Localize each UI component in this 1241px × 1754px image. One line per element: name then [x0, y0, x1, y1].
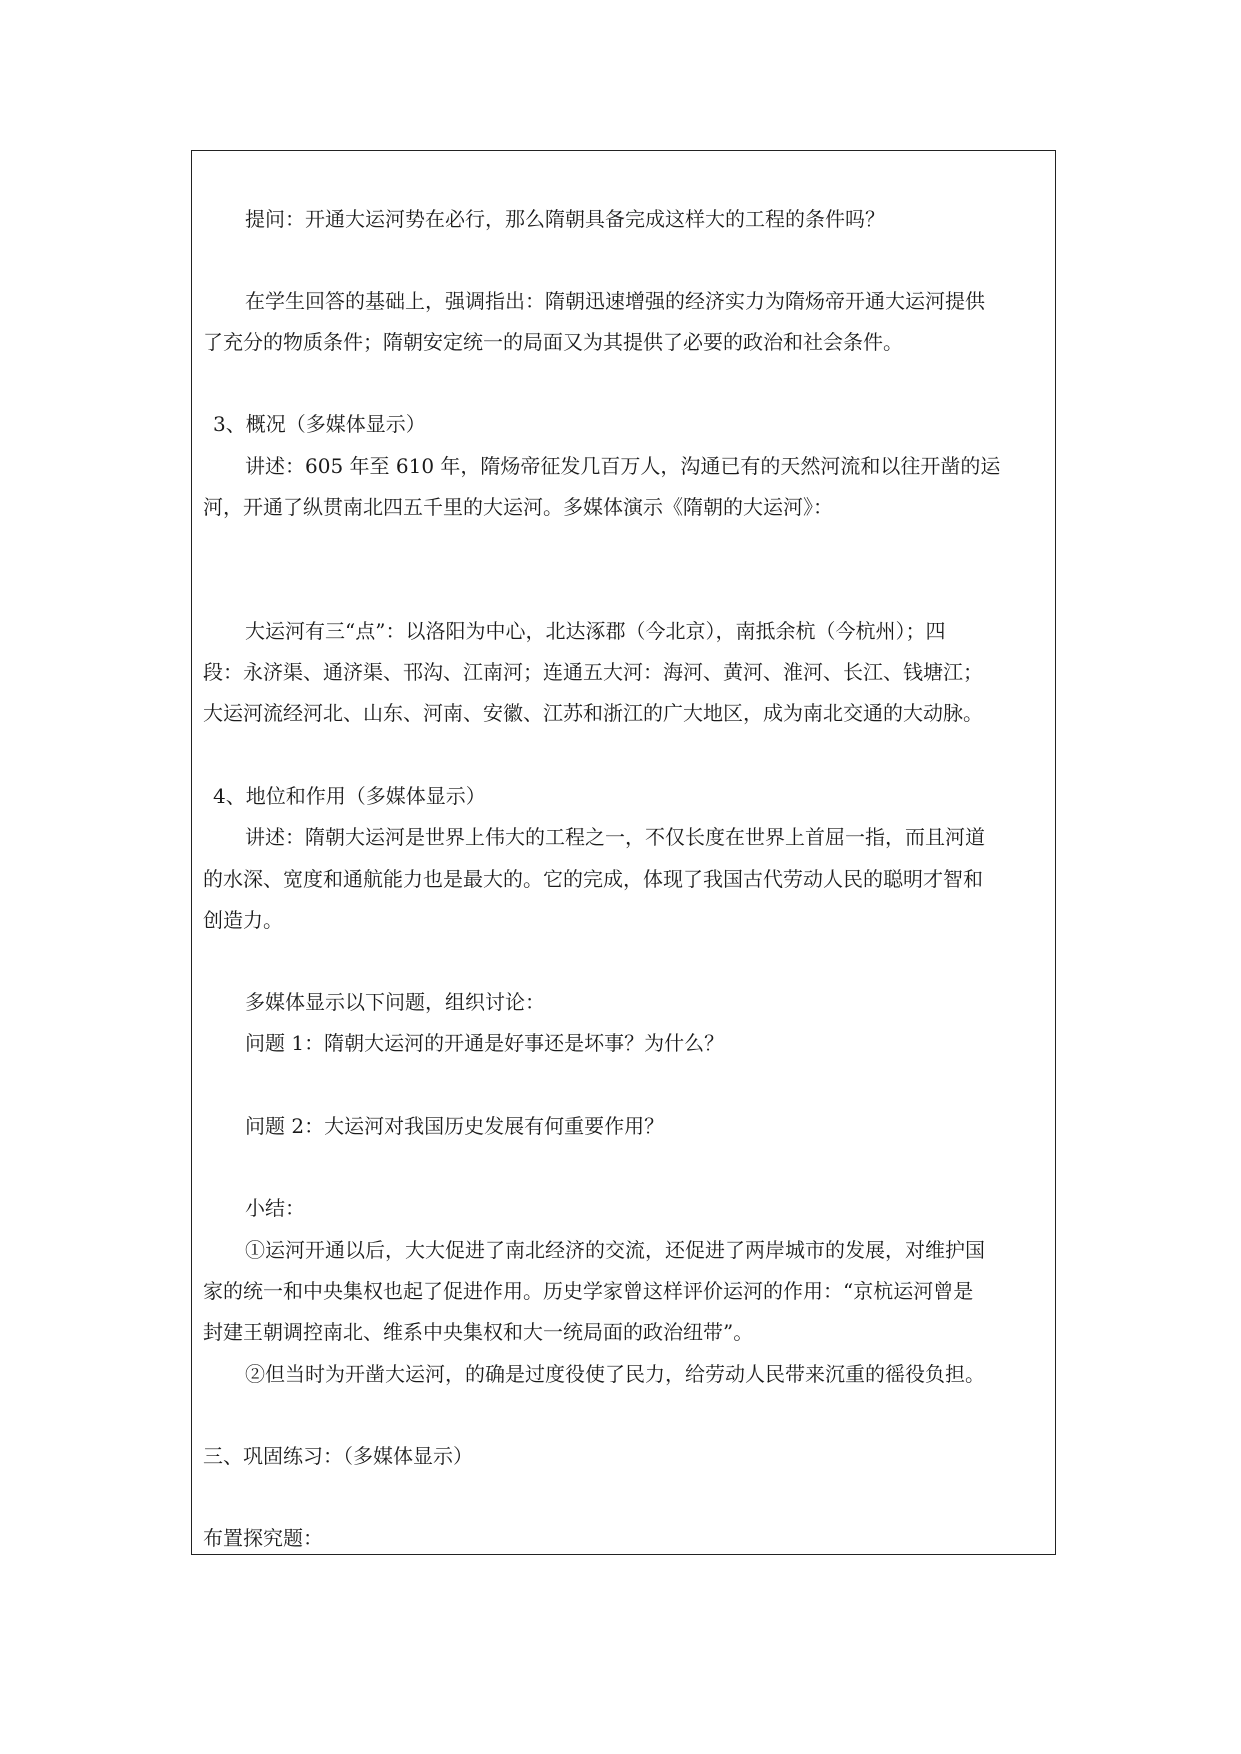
section-heading: 4、地位和作用（多媒体显示）: [213, 784, 486, 808]
text-line: 讲述：605 年至 610 年，隋炀帝征发几百万人，沟通已有的天然河流和以往开凿的运: [245, 454, 1001, 478]
text-line: 的水深、宽度和通航能力也是最大的。它的完成，体现了我国古代劳动人民的聪明才智和: [203, 867, 983, 891]
text-line: 讲述：隋朝大运河是世界上伟大的工程之一，不仅长度在世界上首屈一指，而且河道: [245, 825, 985, 849]
text-line: 小结：: [245, 1196, 305, 1220]
text-line: 大运河有三“点”：以洛阳为中心，北达涿郡（今北京），南抵余杭（今杭州）；四: [245, 619, 946, 643]
text-line: 河，开通了纵贯南北四五千里的大运河。多媒体演示《隋朝的大运河》：: [203, 495, 833, 519]
text-line: 在学生回答的基础上，强调指出：隋朝迅速增强的经济实力为隋炀帝开通大运河提供: [245, 289, 985, 313]
text-line: 段：永济渠、通济渠、邗沟、江南河；连通五大河：海河、黄河、淮河、长江、钱塘江；: [203, 660, 983, 684]
text-line: 问题 1：隋朝大运河的开通是好事还是坏事？为什么？: [245, 1031, 725, 1055]
text-line: 封建王朝调控南北、维系中央集权和大一统局面的政治纽带”。: [203, 1320, 754, 1344]
section-heading: 3、概况（多媒体显示）: [213, 412, 426, 436]
text-line: 大运河流经河北、山东、河南、安徽、江苏和浙江的广大地区，成为南北交通的大动脉。: [203, 701, 983, 725]
text-line: 家的统一和中央集权也起了促进作用。历史学家曾这样评价运河的作用：“京杭运河曾是: [203, 1279, 974, 1303]
text-line: 了充分的物质条件；隋朝安定统一的局面又为其提供了必要的政治和社会条件。: [203, 330, 903, 354]
text-line: 提问：开通大运河势在必行，那么隋朝具备完成这样大的工程的条件吗？: [245, 207, 885, 231]
text-line: 多媒体显示以下问题，组织讨论：: [245, 990, 545, 1014]
text-line: ②但当时为开凿大运河，的确是过度役使了民力，给劳动人民带来沉重的徭役负担。: [245, 1362, 985, 1386]
text-line: ①运河开通以后，大大促进了南北经济的交流，还促进了两岸城市的发展，对维护国: [245, 1238, 985, 1262]
text-line: 问题 2：大运河对我国历史发展有何重要作用？: [245, 1114, 665, 1138]
text-line: 布置探究题：: [203, 1526, 323, 1550]
text-line: 创造力。: [203, 908, 283, 932]
section-heading: 三、巩固练习：（多媒体显示）: [203, 1444, 473, 1468]
